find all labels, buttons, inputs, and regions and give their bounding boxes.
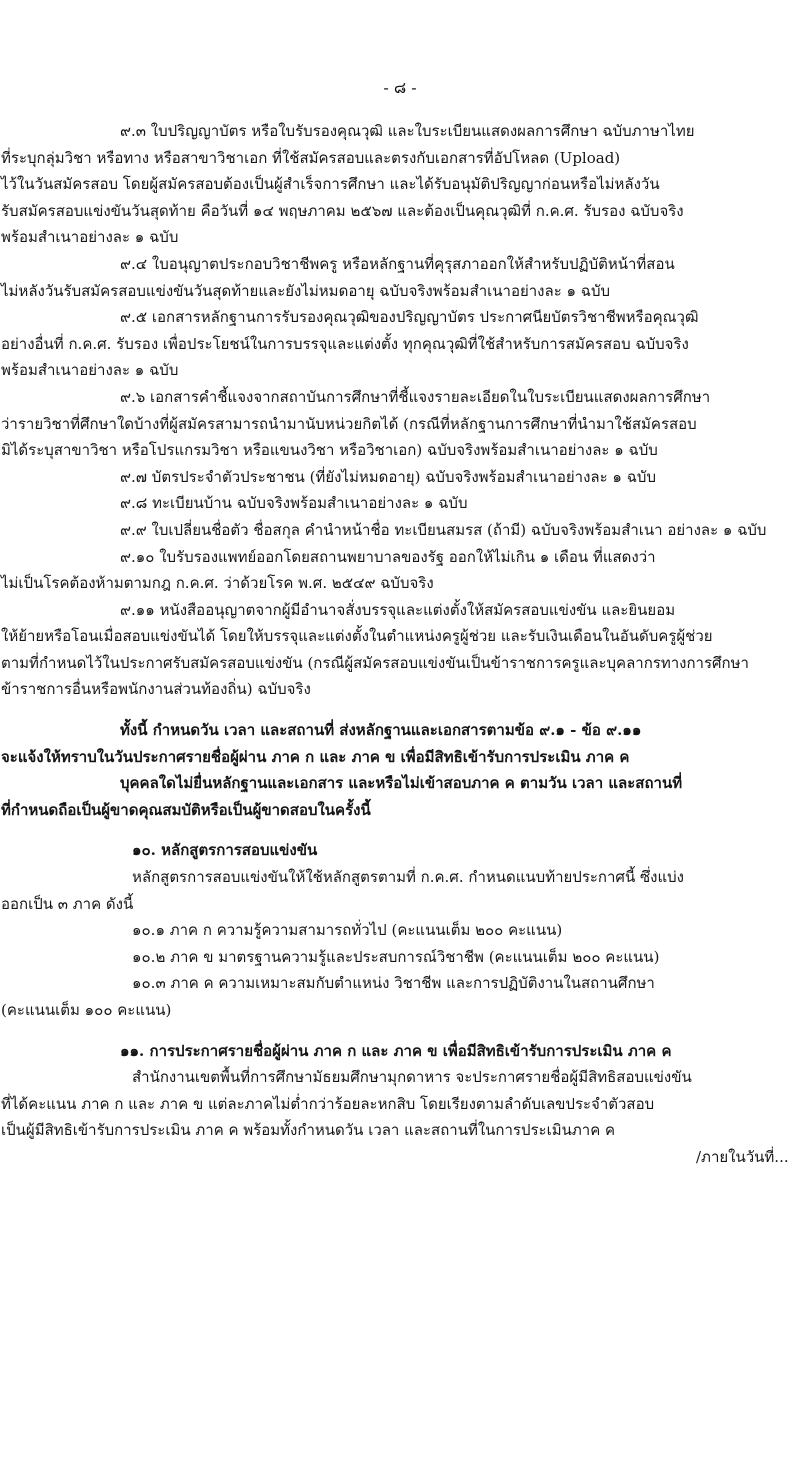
text-line: ไม่เป็นโรคต้องห้ามตามกฎ ก.ค.ศ. ว่าด้วยโรค พ.ศ. ๒๕๔๙ ฉบับจริง — [1, 574, 434, 593]
text-line: ๑๐.๓ ภาค ค ความเหมาะสมกับตำแหน่ง วิชาชีพ และการปฏิบัติงานในสถานศึกษา — [132, 974, 655, 993]
document-body — [0, 118, 800, 1171]
text-line: ให้ย้ายหรือโอนเมื่อสอบแข่งขันได้ โดยให้บรรจุและแต่งตั้งในตำแหน่งครูผู้ช่วย และรับเงินเดือนในอันดับครูผู้ช่วย — [1, 627, 713, 646]
text-line: (คะแนนเต็ม ๑๐๐ คะแนน) — [1, 1001, 172, 1019]
text-line: พร้อมสำเนาอย่างละ ๑ ฉบับ — [1, 228, 179, 247]
paragraph-gap — [0, 1024, 800, 1038]
text-line: ๙.๕ เอกสารหลักฐานการรับรองคุณวุฒิของปริญญาบัตร ประกาศนียบัตรวิชาชีพหรือคุณวุฒิ — [120, 308, 699, 327]
page-number: - ๘ - — [383, 78, 417, 97]
text-line: /ภายในวันที่... — [696, 1147, 789, 1166]
paragraph-gap — [0, 703, 800, 717]
text-line: ทั้งนี้ กำหนดวัน เวลา และสถานที่ ส่งหลักฐานและเอกสารตามข้อ ๙.๑ - ข้อ ๙.๑๑ — [120, 721, 642, 740]
text-line: ๙.๗ บัตรประจำตัวประชาชน (ที่ยังไม่หมดอายุ) ฉบับจริงพร้อมสำเนาอย่างละ ๑ ฉบับ — [120, 467, 656, 486]
text-line: ๑๑. การประกาศรายชื่อผู้ผ่าน ภาค ก และ ภาค ข เพื่อมีสิทธิเข้ารับการประเมิน ภาค ค — [120, 1041, 672, 1060]
text-line: ๙.๖ เอกสารคำชี้แจงจากสถาบันการศึกษาที่ชี้แจงรายละเอียดในใบระเบียนแสดงผลการศึกษา — [120, 387, 711, 406]
text-line: ที่ระบุกลุ่มวิชา หรือทาง หรือสาขาวิชาเอก ที่ใช้สมัครสอบและตรงกับเอกสารที่อัปโหลด (Upload) — [1, 148, 621, 167]
text-line: สำนักงานเขตพื้นที่การศึกษามัธยมศึกษามุกดาหาร จะประกาศรายชื่อผู้มีสิทธิสอบแข่งขัน — [132, 1068, 692, 1087]
paragraph-gap — [0, 823, 800, 837]
text-line: ๙.๓ ใบปริญญาบัตร หรือใบรับรองคุณวุฒิ และใบระเบียนแสดงผลการศึกษา ฉบับภาษาไทย — [120, 122, 695, 140]
text-line: ข้าราชการอื่นหรือพนักงานส่วนท้องถิ่น) ฉบับจริง — [1, 680, 311, 699]
text-line: ไม่หลังวันรับสมัครสอบแข่งขันวันสุดท้ายและยังไม่หมดอายุ ฉบับจริงพร้อมสำเนาอย่างละ ๑ ฉบับ — [1, 281, 611, 300]
text-line: รับสมัครสอบแข่งขันวันสุดท้าย คือวันที่ ๑๔ พฤษภาคม ๒๕๖๗ และต้องเป็นคุณวุฒิที่ ก.ค.ศ. รับรอง ฉบับจริง — [1, 201, 684, 220]
text-line: อย่างอื่นที่ ก.ค.ศ. รับรอง เพื่อประโยชน์ในการบรรจุและแต่งตั้ง ทุกคุณวุฒิที่ใช้สำหรับการสมัครสอบ ฉบับจริง — [1, 334, 689, 353]
text-line: ๙.๙ ใบเปลี่ยนชื่อตัว ชื่อสกุล คำนำหน้าชื่อ ทะเบียนสมรส (ถ้ามี) ฉบับจริงพร้อมสำเนา อย่างละ ๑ ฉบับ — [120, 520, 767, 539]
text-line: ว่ารายวิชาที่ศึกษาใดบ้างที่ผู้สมัครสามารถนำมานับหน่วยกิตได้ (กรณีที่หลักฐานการศึกษาที่นำมาใช้สมัครสอบ — [1, 414, 697, 433]
text-line: เป็นผู้มีสิทธิเข้ารับการประเมิน ภาค ค พร้อมทั้งกำหนดวัน เวลา และสถานที่ในการประเมินภาค ค — [1, 1121, 616, 1140]
text-line: พร้อมสำเนาอย่างละ ๑ ฉบับ — [1, 361, 179, 380]
text-line: ๙.๘ ทะเบียนบ้าน ฉบับจริงพร้อมสำเนาอย่างละ ๑ ฉบับ — [120, 494, 468, 513]
text-line: ๑๐. หลักสูตรการสอบแข่งขัน — [132, 841, 318, 860]
text-line: ที่ได้คะแนน ภาค ก และ ภาค ข แต่ละภาคไม่ต่ำกว่าร้อยละหกสิบ โดยเรียงตามลำดับเลขประจำตัวสอบ — [1, 1094, 655, 1113]
text-line: ๑๐.๑ ภาค ก ความรู้ความสามารถทั่วไป (คะแนนเต็ม ๒๐๐ คะแนน) — [132, 921, 563, 940]
text-line: ๙.๔ ใบอนุญาตประกอบวิชาชีพครู หรือหลักฐานที่คุรุสภาออกให้สำหรับปฏิบัติหน้าที่สอน — [120, 254, 675, 273]
text-line: ที่กำหนดถือเป็นผู้ขาดคุณสมบัติหรือเป็นผู้ขาดสอบในครั้งนี้ — [1, 800, 371, 819]
text-line: บุคคลใดไม่ยื่นหลักฐานและเอกสาร และหรือไม่เข้าสอบภาค ค ตามวัน เวลา และสถานที่ — [120, 774, 683, 793]
text-line: ตามที่กำหนดไว้ในประกาศรับสมัครสอบแข่งขัน (กรณีผู้สมัครสอบแข่งขันเป็นข้าราชการครูและบุคลากรทางการศึกษา — [1, 653, 749, 672]
text-line: ๙.๑๑ หนังสืออนุญาตจากผู้มีอำนาจสั่งบรรจุและแต่งตั้งให้สมัครสอบแข่งขัน และยินยอม — [120, 600, 676, 619]
text-line: หลักสูตรการสอบแข่งขันให้ใช้หลักสูตรตามที่ ก.ค.ศ. กำหนดแนบท้ายประกาศนี้ ซึ่งแบ่ง — [132, 868, 684, 887]
text-line: ๑๐.๒ ภาค ข มาตรฐานความรู้และประสบการณ์วิชาชีพ (คะแนนเต็ม ๒๐๐ คะแนน) — [132, 947, 660, 966]
text-line: ไว้ในวันสมัครสอบ โดยผู้สมัครสอบต้องเป็นผู้สำเร็จการศึกษา และได้รับอนุมัติปริญญาก่อนหรือไม่หลังวัน — [1, 175, 660, 194]
text-line: มิได้ระบุสาขาวิชา หรือโปรแกรมวิชา หรือแขนงวิชา หรือวิชาเอก) ฉบับจริงพร้อมสำเนาอย่างละ ๑ ฉบับ — [1, 441, 658, 460]
text-line: ออกเป็น ๓ ภาค ดังนี้ — [1, 894, 134, 913]
text-line: จะแจ้งให้ทราบในวันประกาศรายชื่อผู้ผ่าน ภาค ก และ ภาค ข เพื่อมีสิทธิเข้ารับการประเมิน ภาค ค — [1, 747, 630, 766]
text-line: ๙.๑๐ ใบรับรองแพทย์ออกโดยสถานพยาบาลของรัฐ ออกให้ไม่เกิน ๑ เดือน ที่แสดงว่า — [120, 547, 656, 566]
